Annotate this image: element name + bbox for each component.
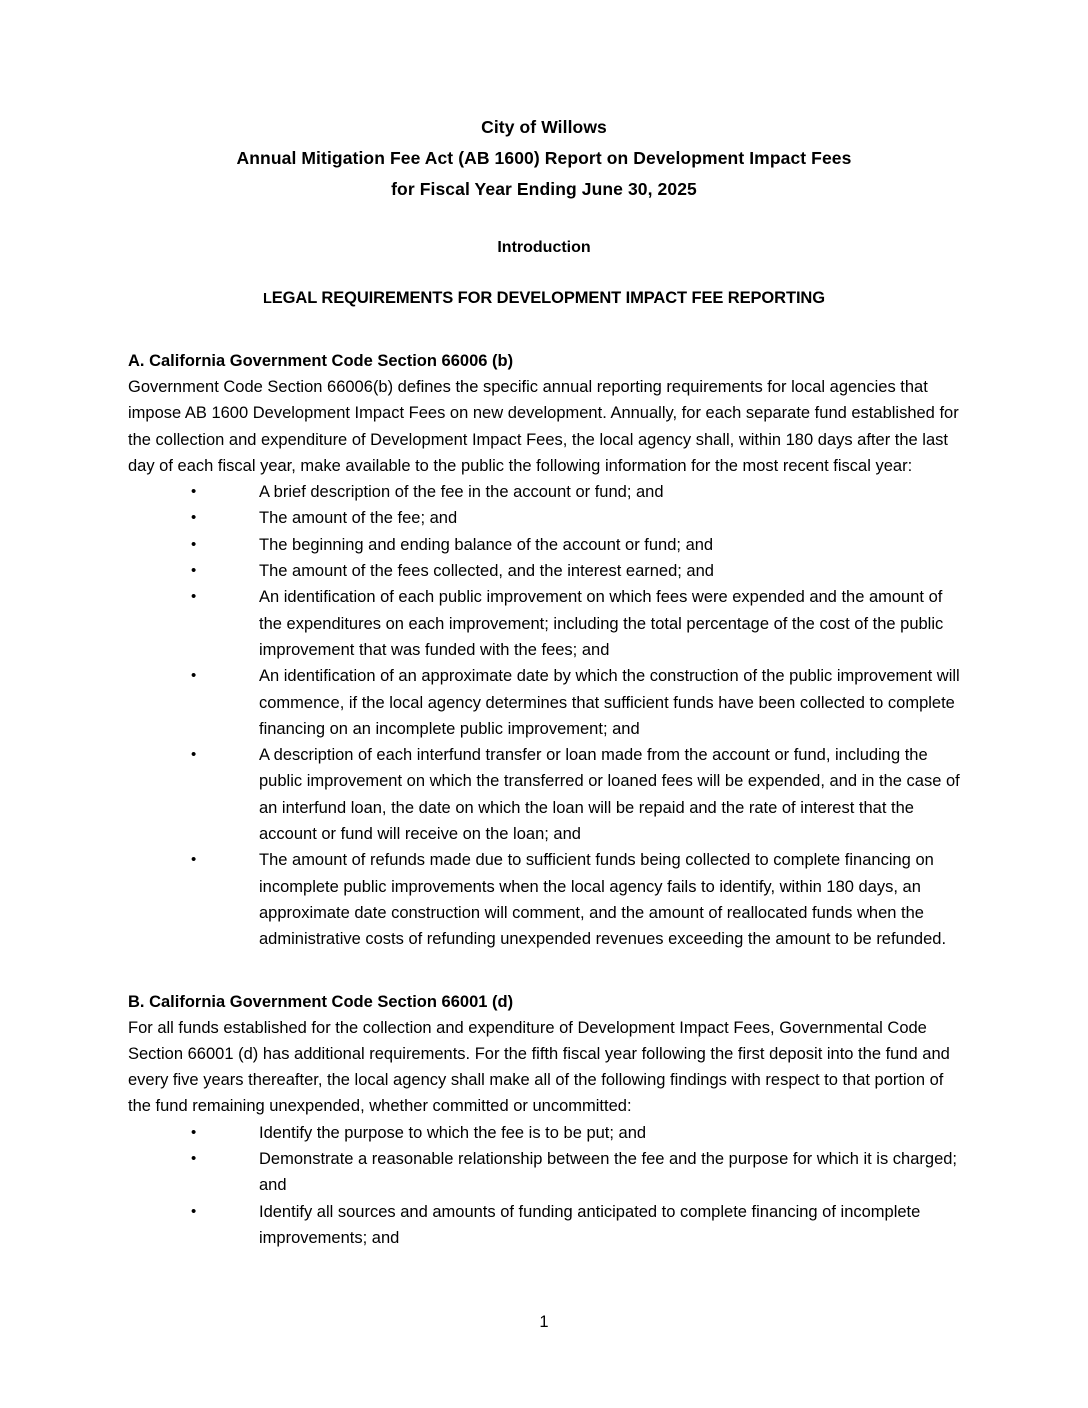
section-b-paragraph: For all funds established for the collection and expenditure of Development Impact Fees, Governmental Code Section 66001 (d) has additional requirements. For the fifth fiscal year following the first deposit into the fund and every five years thereafter, the local agency shall make all of the following findings with respect to that portion of the fund remaining unexpended, whether committed or uncommitted: [128, 1018, 950, 1116]
section-b-heading: B. California Government Code Section 66001 (d) [128, 992, 514, 1011]
list-item-text: Identify the purpose to which the fee is to be put; and [259, 1123, 647, 1142]
section-a-paragraph: Government Code Section 66006(b) defines the specific annual reporting requirements for local agencies that impose AB 1600 Development Impact Fees on new development. Annually, for each separate fund established for the collection and expenditure of Development Impact Fees, the local agency shall, within 180 days after the last day of each fiscal year, make available to the public the following information for the most recent fiscal year: [128, 378, 959, 475]
list-item-text: The amount of the fee; and [259, 509, 458, 528]
section-a-bullet-list [128, 479, 960, 952]
list-item-text: Demonstrate a reasonable relationship between the fee and the purpose for which it is charged; and [259, 1150, 958, 1195]
list-item-text: An identification of an approximate date by which the construction of the public improvement will commence, if the local agency determines that sufficient funds have been collected to complete financing on an incomplete public improvement; and [259, 667, 960, 738]
bullet-icon: • [191, 851, 197, 869]
list-item-text: An identification of each public improvement on which fees were expended and the amount of the expenditures on each improvement; including the total percentage of the cost of the public improvement that was funded with the fees; and [259, 588, 944, 659]
bullet-icon: • [191, 483, 197, 501]
document-title-block [128, 112, 960, 205]
page-title-line-1: City of Willows [481, 117, 607, 137]
list-item-text: The amount of the fees collected, and the interest earned; and [259, 562, 714, 581]
list-item-text: The amount of refunds made due to sufficient funds being collected to complete financing on incomplete public improvements when the local agency fails to identify, within 180 days, an approximate date construction will comment, and the amount of reallocated funds when the administrative costs of refunding unexpended revenues exceeding the amount to be refunded. [259, 851, 947, 949]
list-item [128, 505, 960, 531]
page-number: 1 [539, 1313, 549, 1331]
legal-requirements-heading [128, 285, 960, 312]
bullet-icon: • [191, 667, 197, 685]
bullet-icon: • [191, 562, 197, 580]
list-item [128, 1199, 960, 1252]
list-item [128, 1146, 960, 1199]
introduction-heading: Introduction [497, 239, 591, 256]
list-item [128, 663, 960, 742]
page-title-line-2: Annual Mitigation Fee Act (AB 1600) Report on Development Impact Fees [236, 148, 852, 168]
list-item [128, 532, 960, 558]
bullet-icon: • [191, 746, 197, 764]
list-item [128, 584, 960, 663]
legal-requirements-heading-rest: EGAL REQUIREMENTS FOR DEVELOPMENT IMPACT FEE REPORTING [271, 289, 825, 307]
bullet-icon: • [191, 1123, 197, 1141]
list-item-text: A description of each interfund transfer or loan made from the account or fund, including the public improvement on which the transferred or loaned fees will be expended, and in the case of an interfund loan, the date on which the loan will be repaid and the rate of interest that the account or fund will receive on the loan; and [259, 746, 960, 844]
bullet-icon: • [191, 1202, 197, 1220]
bullet-icon: • [191, 509, 197, 527]
list-item-text: The beginning and ending balance of the account or fund; and [259, 535, 714, 554]
list-item [128, 847, 960, 952]
list-item [128, 558, 960, 584]
list-item [128, 479, 960, 505]
bullet-icon: • [191, 588, 197, 606]
bullet-icon: • [191, 1150, 197, 1168]
list-item-text: A brief description of the fee in the account or fund; and [259, 483, 664, 502]
bullet-icon: • [191, 535, 197, 553]
legal-requirements-heading-lead: L [263, 291, 272, 307]
section-b-bullet-list [128, 1120, 960, 1251]
section-a-heading: A. California Government Code Section 66006 (b) [128, 352, 514, 370]
list-item [128, 742, 960, 847]
list-item-text: Identify all sources and amounts of funding anticipated to complete financing of incomplete improvements; and [259, 1202, 921, 1247]
list-item [128, 1120, 960, 1146]
page-title-line-3: for Fiscal Year Ending June 30, 2025 [391, 179, 697, 199]
